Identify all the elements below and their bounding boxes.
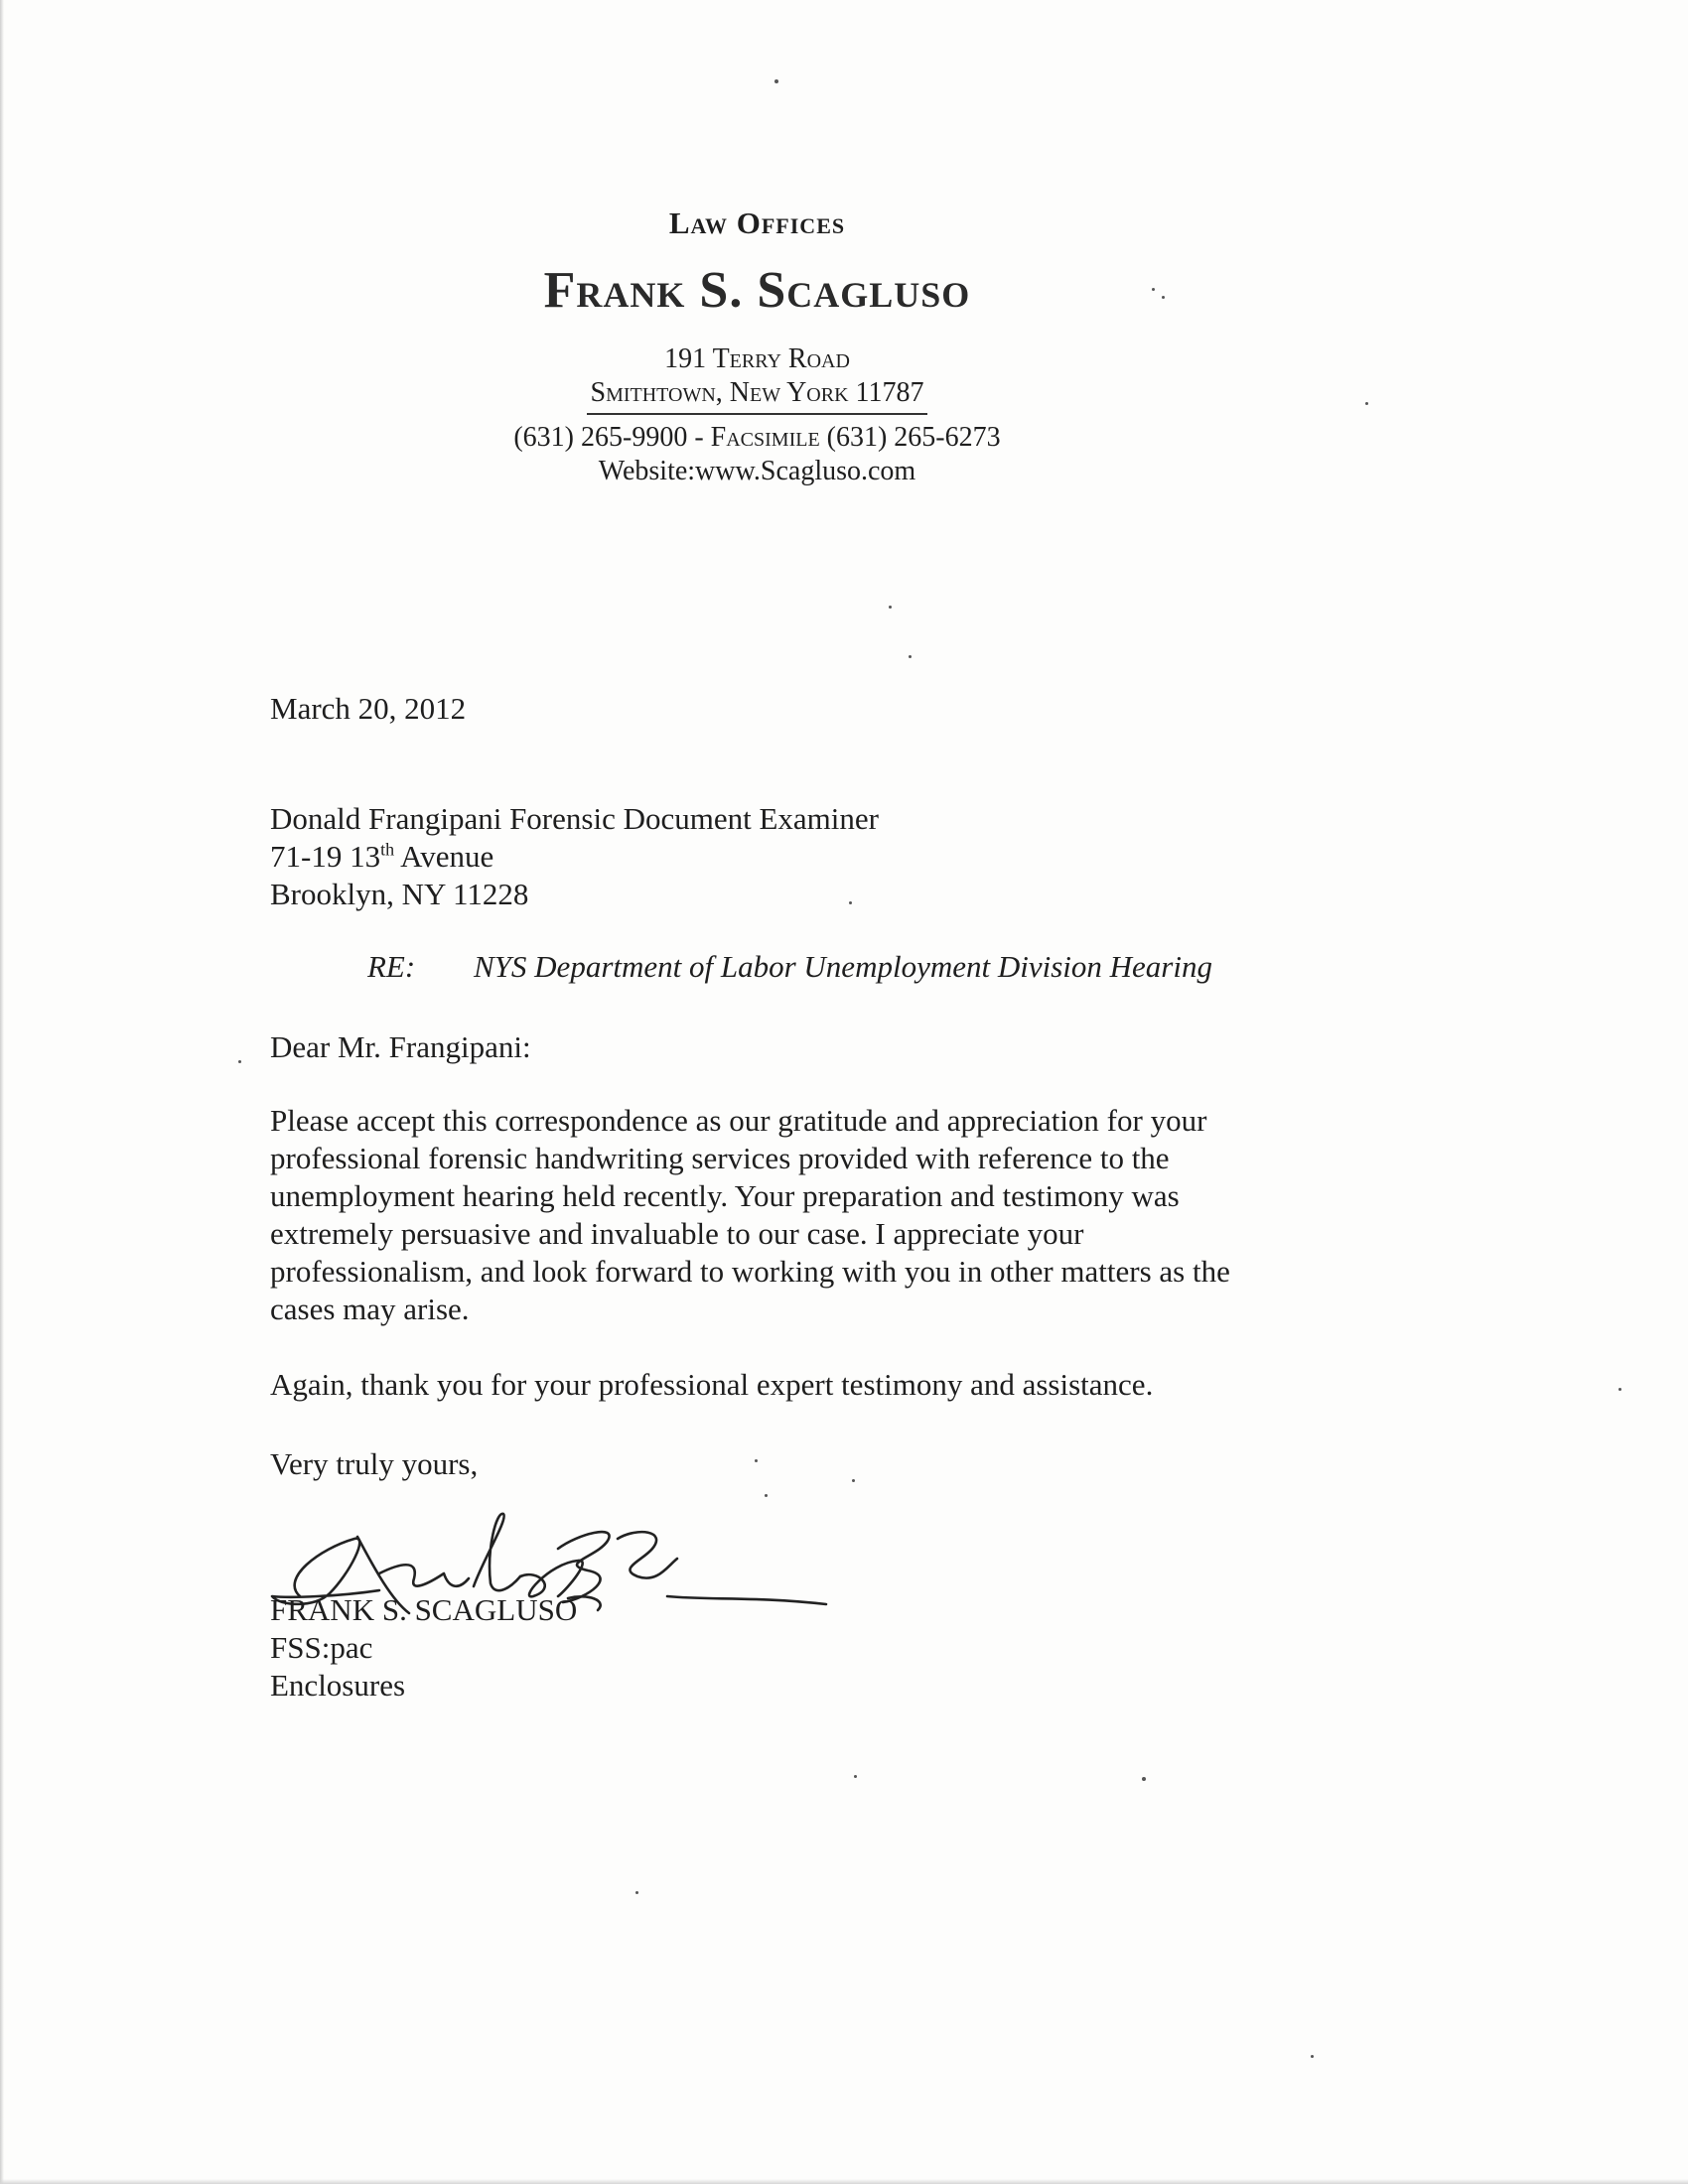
paragraph-line: Please accept this correspondence as our gratitude and appreciation for your <box>270 1103 1207 1138</box>
recipient-line-1: Donald Frangipani Forensic Document Examiner <box>270 801 879 836</box>
paragraph-line: professional forensic handwriting services provided with reference to the <box>270 1141 1170 1175</box>
signer-name: FRANK S. SCAGLUSO <box>270 1592 578 1627</box>
scan-speck <box>852 1479 855 1482</box>
letterhead-name: Frank S. Scagluso <box>543 262 971 319</box>
letterhead-city: Smithtown, New York 11787 <box>587 376 928 415</box>
re-line <box>367 948 1212 986</box>
scan-speck <box>1311 2055 1314 2058</box>
scan-speck <box>774 79 778 83</box>
signature-block <box>270 1591 1392 1705</box>
recipient-line-2 <box>270 838 1392 876</box>
typist-initials: FSS:pac <box>270 1630 373 1665</box>
recipient-address <box>270 800 1392 913</box>
paragraph-line: unemployment hearing held recently. Your preparation and testimony was <box>270 1178 1180 1213</box>
scan-speck <box>765 1494 768 1497</box>
scan-speck <box>1618 1388 1621 1391</box>
letterhead <box>0 204 1514 488</box>
re-label: RE: <box>367 949 416 984</box>
recipient-line-2-suffix: Avenue <box>394 839 494 874</box>
re-subject: NYS Department of Labor Unemployment Division Hearing <box>474 949 1212 984</box>
paragraph-line: extremely persuasive and invaluable to our case. I appreciate your <box>270 1216 1084 1251</box>
closing: Very truly yours, <box>270 1446 479 1481</box>
scan-speck <box>909 655 912 658</box>
recipient-line-3: Brooklyn, NY 11228 <box>270 877 529 911</box>
scan-edge-bottom <box>0 2179 1688 2184</box>
scan-speck <box>854 1775 857 1778</box>
scan-speck <box>755 1459 758 1462</box>
letter-date: March 20, 2012 <box>270 691 467 726</box>
recipient-line-2-sup: th <box>380 839 395 860</box>
letterhead-offices: Law Offices <box>668 205 846 240</box>
scan-speck <box>238 1060 241 1063</box>
enclosures-note: Enclosures <box>270 1668 406 1703</box>
letterhead-street: 191 Terry Road <box>664 343 850 374</box>
scan-speck <box>1152 288 1155 291</box>
body-paragraph-1 <box>270 1102 1382 1328</box>
paragraph-line: cases may arise. <box>270 1292 470 1326</box>
scan-speck <box>1162 296 1165 299</box>
scan-speck <box>635 1891 638 1894</box>
scan-speck <box>1365 402 1368 405</box>
paragraph-line: professionalism, and look forward to working with you in other matters as the <box>270 1254 1230 1289</box>
letterhead-phone: (631) 265-9900 - Facsimile (631) 265-6273 <box>513 422 1001 453</box>
scan-speck <box>1142 1777 1146 1781</box>
salutation: Dear Mr. Frangipani: <box>270 1029 531 1064</box>
scan-speck <box>849 901 852 904</box>
recipient-line-2-prefix: 71-19 13 <box>270 839 381 874</box>
scan-speck <box>889 606 892 609</box>
letterhead-website: Website:www.Scagluso.com <box>598 456 916 486</box>
body-paragraph-2: Again, thank you for your professional expert testimony and assistance. <box>270 1367 1154 1402</box>
